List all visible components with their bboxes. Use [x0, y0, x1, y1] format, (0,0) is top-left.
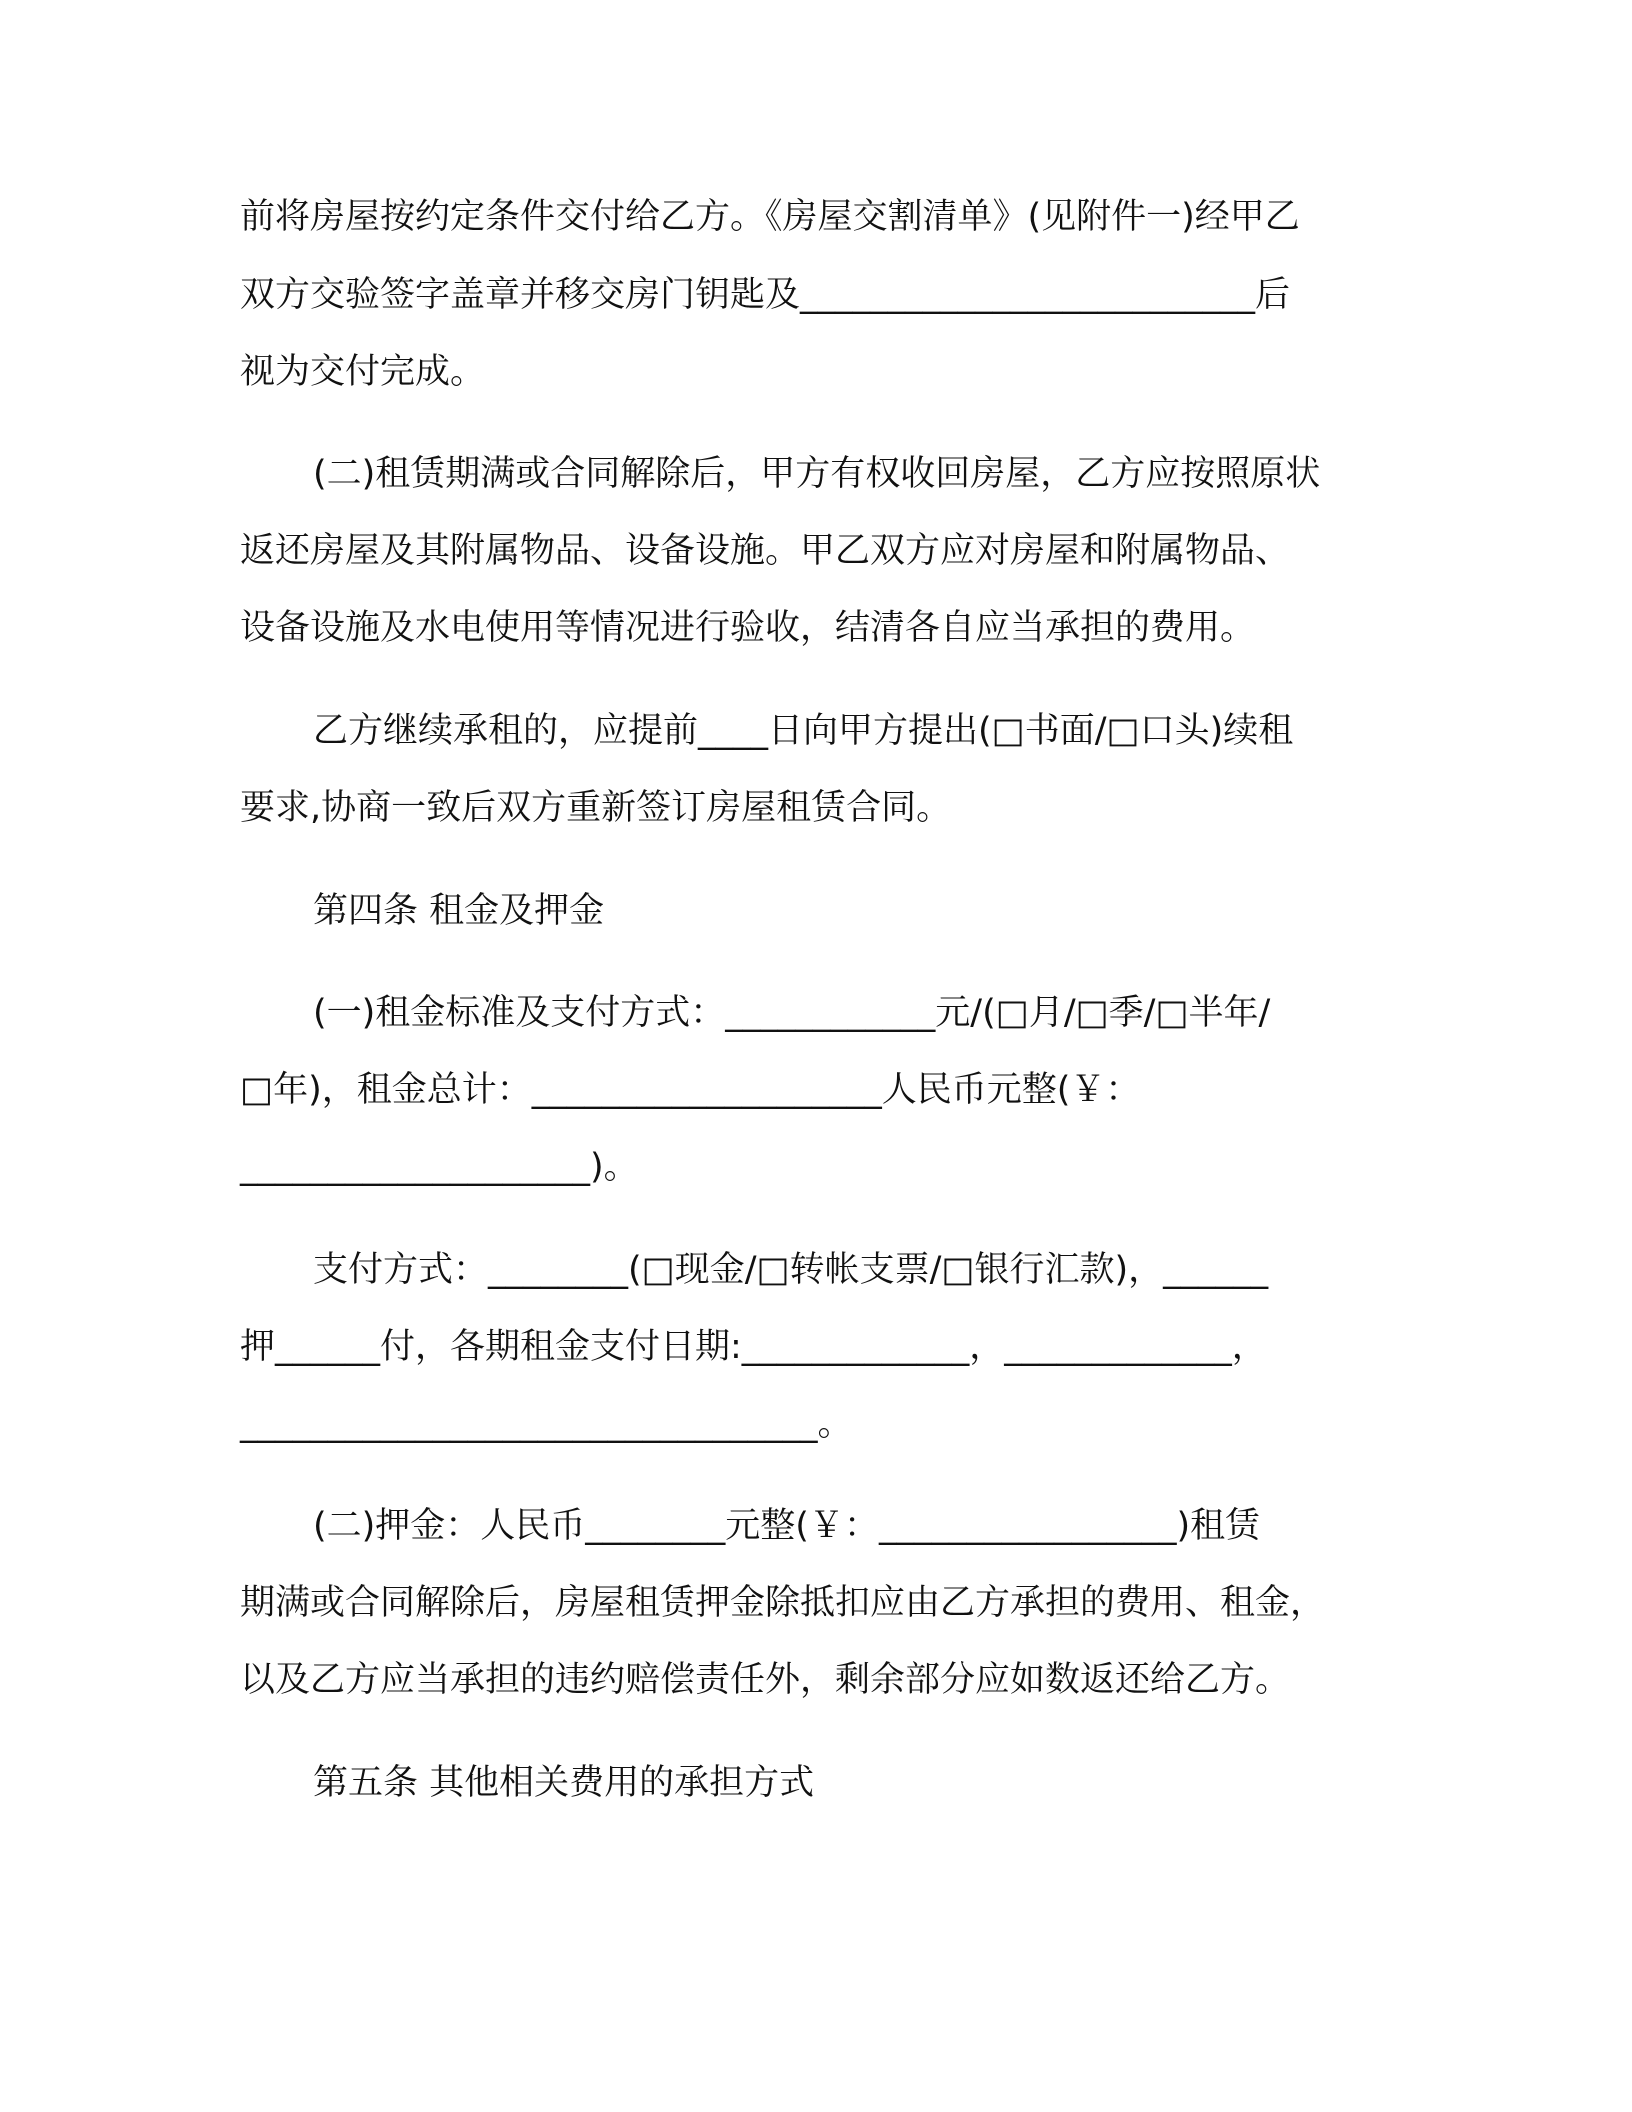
text-line-2: 双方交验签字盖章并移交房门钥匙及__________________________后 [240, 275, 1291, 315]
text-line-13: 支付方式：________(□现金/□转帐支票/□银行汇款)，______ [313, 1250, 1269, 1290]
text-line-12: ____________________)。 [240, 1147, 639, 1187]
text-line-18: 以及乙方应当承担的违约赔偿责任外，剩余部分应如数返还给乙方。 [240, 1660, 1291, 1700]
text-line-17: 期满或合同解除后，房屋租赁押金除抵扣应由乙方承担的费用、租金， [240, 1583, 1326, 1623]
section-heading-article-4: 第四条 租金及押金 [313, 891, 605, 931]
text-line-14: 押______付，各期租金支付日期:_____________，_____________， [240, 1327, 1267, 1367]
text-line-15: _________________________________。 [240, 1404, 853, 1444]
text-line-7: 乙方继续承租的，应提前____日向甲方提出(□书面/□口头)续租 [313, 711, 1294, 751]
text-line-11: □年)，租金总计：____________________人民币元整(￥： [240, 1070, 1141, 1110]
text-line-5: 返还房屋及其附属物品、设备设施。甲乙双方应对房屋和附属物品、 [240, 531, 1291, 571]
text-line-8: 要求,协商一致后双方重新签订房屋租赁合同。 [240, 788, 952, 828]
text-line-6: 设备设施及水电使用等情况进行验收，结清各自应当承担的费用。 [240, 608, 1256, 648]
section-heading-article-5: 第五条 其他相关费用的承担方式 [313, 1763, 815, 1803]
text-line-10: (一)租金标准及支付方式：____________元/(□月/□季/□半年/ [313, 993, 1271, 1033]
text-line-16: (二)押金：人民币________元整(￥：_________________)租赁 [313, 1506, 1261, 1546]
text-line-1: 前将房屋按约定条件交付给乙方。《房屋交割清单》(见附件一)经甲乙 [240, 197, 1300, 237]
text-line-3: 视为交付完成。 [240, 352, 486, 392]
text-line-4: (二)租赁期满或合同解除后，甲方有权收回房屋，乙方应按照原状 [313, 454, 1321, 494]
